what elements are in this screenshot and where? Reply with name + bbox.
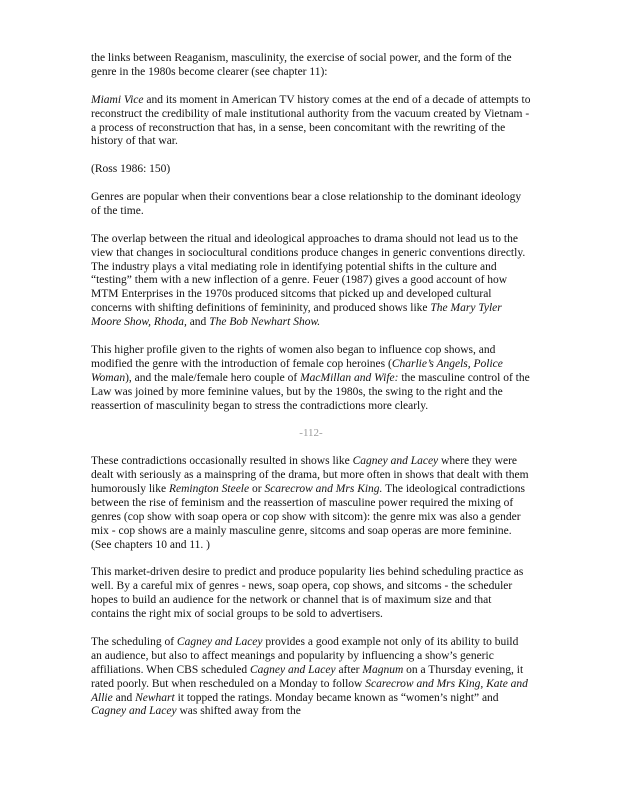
- paragraph-genres: Genres are popular when their conventions bear a close relationship to the dominant ideology of the time.: [91, 191, 522, 217]
- text-run: the links between Reaganism, masculinity, the exercise of social power, and the form of the genre in the 1980s become clearer (see chapter 11):: [91, 52, 512, 78]
- page-number: -112-: [299, 427, 323, 440]
- show-title: Cagney and Lacey: [91, 705, 177, 718]
- text-run: These contradictions occasionally resulted in shows like: [91, 455, 353, 468]
- show-title: Scarecrow and Mrs King, Kate and Allie: [91, 677, 528, 704]
- citation: (Ross 1986: 150): [91, 163, 171, 176]
- text-run: and its moment in American TV history comes at the end of a decade of attempts to reconstruct the credibility of male institutional authority from the vacuum created by Vietnam - a process of reconstruction that has, in a sense, been concomitant with the rewriting of the history of that war.: [91, 93, 531, 148]
- block-quote: [91, 94, 531, 150]
- show-title: Cagney and Lacey: [249, 663, 336, 676]
- text-run: The ideological contradictions between the rise of feminism and the reassertion of masculine power required the mixing of genres (cop show with soap opera or cop show with sitcom): the genre mix was also a gender mix - cop shows are a mainly masculine genre, sitcoms and soap operas are more feminine. (See chapters 10 and 11. ): [91, 482, 525, 551]
- text-run: the masculine control of the Law was joined by more feminine values, but by the 1980s, the swing to the right and the reassertion of masculinity began to stress the contradictions more clearly.: [91, 371, 530, 412]
- text-run: ), and the male/female hero couple of: [125, 371, 301, 384]
- show-title: Cagney and Lacey: [176, 635, 263, 648]
- paragraph-intro: [91, 52, 531, 80]
- text-run: and: [186, 316, 210, 329]
- show-title: Magnum: [362, 663, 404, 676]
- text-run: on a Thursday evening, it rated poorly. But when rescheduled on a Monday to follow: [91, 663, 524, 690]
- text-run: and: [112, 691, 136, 704]
- text-run: provides a good example not only of its ability to build an audience, but also to affect meanings and popularity by influencing a show’s generic affiliations. When CBS scheduled: [91, 635, 519, 676]
- paragraph-overlap: [91, 233, 531, 330]
- text-run: This higher profile given to the rights of women also began to influence cop shows, and modified the genre with the introduction of female cop heroines (: [91, 343, 496, 370]
- text-run: it topped the ratings. Monday became known as “women’s night” and: [174, 691, 499, 704]
- text-run: was shifted away from the: [176, 705, 301, 718]
- text-run: The scheduling of: [91, 635, 177, 648]
- show-title: Scarecrow and Mrs King.: [264, 482, 383, 495]
- show-title: Cagney and Lacey: [352, 455, 439, 468]
- document-page: [91, 52, 531, 719]
- show-title: Charlie’s Angels, Police Woman: [91, 357, 503, 384]
- show-title: MacMillan and Wife:: [300, 371, 399, 384]
- text-run: where they were dealt with seriously as a mainspring of the drama, but more often in shows that dealt with them humorously like: [91, 455, 529, 495]
- show-title: Newhart: [135, 691, 175, 704]
- show-title: The Mary Tyler Moore Show, Rhoda,: [91, 302, 502, 329]
- text-run: or: [249, 482, 265, 495]
- text-run: after: [335, 663, 363, 676]
- show-title: The Bob Newhart Show.: [209, 316, 321, 329]
- text-run: The overlap between the ritual and ideological approaches to drama should not lead us to the view that changes in sociocultural conditions produce changes in generic conventions directly. The industry plays a vital mediating role in identifying potential shifts in the culture and “testing” them with a new inflection of a genre. Feuer (1987) gives a good account of how MTM Enterprises in the 1970s produced sitcoms that picked up and developed cultural concerns with shifting definitions of femininity, and produced shows like: [91, 232, 526, 315]
- paragraph-cagney-lacey: [91, 636, 531, 719]
- paragraph-scheduling: This market-driven desire to predict and produce popularity lies behind scheduling practice as well. By a careful mix of genres - news, soap opera, cop shows, and sitcoms - the scheduler hopes to build an audience for the network or channel that is of maximum size and that contains the right mix of social groups to be sold to advertisers.: [91, 566, 524, 621]
- paragraph-contradictions: [91, 455, 531, 552]
- show-title: Remington Steele: [168, 482, 250, 495]
- show-title: Miami Vice: [91, 93, 144, 106]
- paragraph-cop-shows: [91, 344, 531, 414]
